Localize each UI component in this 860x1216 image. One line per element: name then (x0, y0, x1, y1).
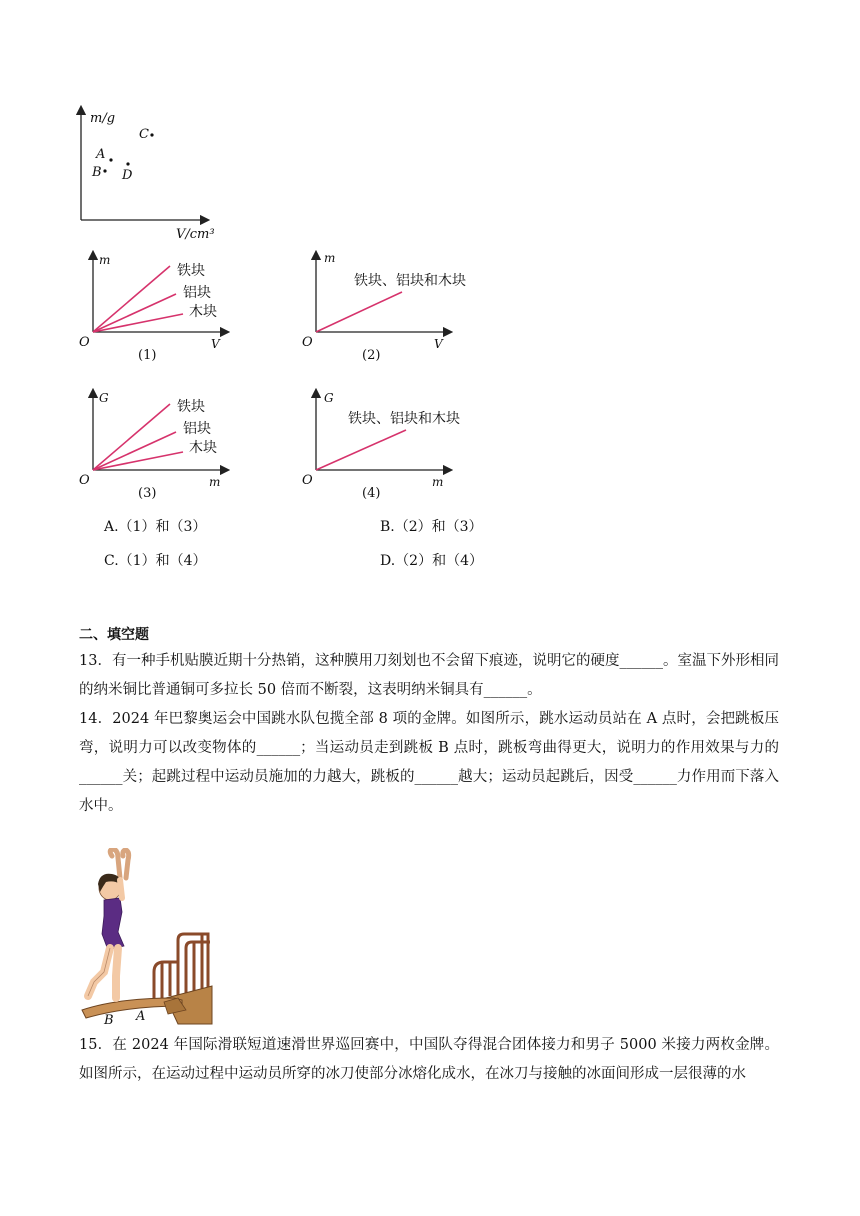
graph-4-origin: O (302, 473, 313, 488)
point-a (109, 158, 112, 161)
option-c[interactable]: C.（1）和（4） (104, 553, 207, 569)
graph-3-label-aluminum: 铝块 (183, 421, 211, 437)
graph-1-y-label: m (99, 253, 111, 267)
board-point-label-a: A (136, 1009, 146, 1024)
section-heading: 二、填空题 (79, 627, 149, 643)
graph-1-number: (1) (138, 348, 157, 363)
diver (88, 849, 129, 998)
scatter-y-label: m/g (90, 111, 116, 126)
graph-4-y-label: G (324, 391, 334, 405)
graph-1-label-aluminum: 铝块 (183, 285, 211, 301)
graph-2-y-label: m (324, 251, 336, 265)
graph-4-line-all (316, 430, 406, 470)
option-d[interactable]: D.（2）和（4） (380, 553, 483, 569)
graph-3 (75, 388, 250, 503)
graph-3-y-label: G (99, 391, 109, 405)
graph-1-line-aluminum (93, 294, 176, 332)
graph-3-label-iron: 铁块 (177, 399, 205, 415)
graph-1-line-wood (93, 314, 183, 332)
question-14 (79, 705, 779, 821)
graph-4-number: (4) (362, 486, 381, 501)
graph-4-x-label: m (432, 475, 444, 489)
point-label-b: B (92, 165, 102, 180)
graph-1-origin: O (79, 335, 90, 350)
graph-2-line-all (316, 292, 402, 332)
graph-1-label-wood: 木块 (189, 304, 217, 320)
graph-1-line-iron (93, 266, 170, 332)
graph-3-line-wood (93, 452, 183, 470)
scatter-x-label: V/cm³ (176, 227, 215, 242)
diver-figure (78, 848, 218, 1026)
graph-1-x-label: V (211, 337, 220, 351)
question-13 (79, 647, 779, 705)
point-label-d: D (122, 168, 133, 183)
graph-3-label-wood: 木块 (189, 440, 217, 456)
graph-4 (298, 388, 498, 503)
question-15 (79, 1031, 779, 1089)
graph-2 (298, 250, 498, 365)
question-14-text: 14．2024 年巴黎奥运会中国跳水队包揽全部 8 项的金牌。如图所示，跳水运动员站在 A 点时，会把跳板压弯，说明力可以改变物体的______；当运动员走到跳板 B 点时，跳板弯曲得更大，说明力的作用效果与力的______关；起跳过程中运动员施加的力越大，跳板的______越大；运动员起跳后，因受______力作用而下落入水中。 (79, 711, 779, 814)
graph-3-line-iron (93, 404, 170, 470)
graph-2-label-all: 铁块、铝块和木块 (354, 273, 466, 289)
scatter-figure (60, 100, 240, 250)
point-label-c: C (139, 127, 149, 142)
graph-3-number: (3) (138, 486, 157, 501)
graph-4-label-all: 铁块、铝块和木块 (348, 411, 460, 427)
graph-2-x-label: V (434, 337, 443, 351)
question-15-text: 15．在 2024 年国际滑联短道速滑世界巡回赛中，中国队夺得混合团体接力和男子 5000 米接力两枚金牌。如图所示，在运动过程中运动员所穿的冰刀使部分冰熔化成水，在冰刀与接触的冰面间形成一层很薄的水 (79, 1037, 779, 1082)
graph-1 (75, 250, 250, 365)
option-b[interactable]: B.（2）和（3） (380, 519, 483, 535)
option-a[interactable]: A.（1）和（3） (104, 519, 207, 535)
point-d (126, 162, 129, 165)
graph-3-origin: O (79, 473, 90, 488)
graph-3-x-label: m (209, 475, 221, 489)
point-c (150, 133, 153, 136)
point-label-a: A (96, 147, 106, 162)
graph-2-origin: O (302, 335, 313, 350)
graph-3-line-aluminum (93, 432, 176, 470)
graph-1-label-iron: 铁块 (177, 263, 205, 279)
graph-2-number: (2) (362, 348, 381, 363)
question-13-text: 13．有一种手机贴膜近期十分热销，这种膜用刀刻划也不会留下痕迹，说明它的硬度______。室温下外形相同的纳米铜比普通铜可多拉长 50 倍而不断裂，这表明纳米铜具有______。 (79, 653, 779, 698)
point-b (103, 169, 106, 172)
board-point-label-b: B (104, 1013, 114, 1026)
